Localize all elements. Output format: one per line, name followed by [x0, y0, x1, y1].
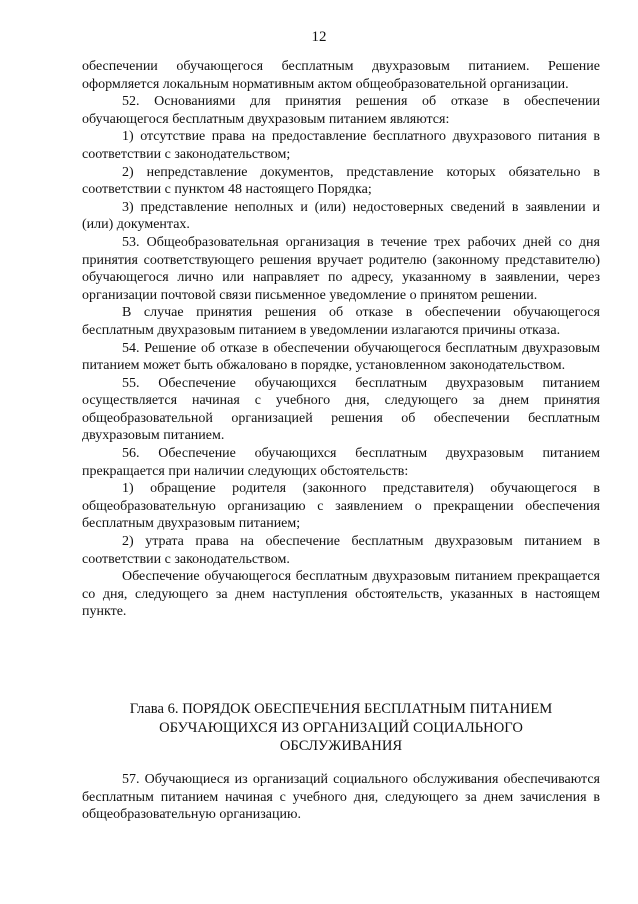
paragraph-56-termination: Обеспечение обучающегося бесплатным двухразовым питанием прекращается со дня, следующего за днем наступления обстоятельств, указанных в настоящем пункте. [82, 569, 600, 620]
paragraph-56: 56. Обеспечение обучающихся бесплатным двухразовым питанием прекращается при наличии следующих обстоятельств: [82, 446, 600, 479]
paragraph-56-item-1: 1) обращение родителя (законного представителя) обучающегося в общеобразовательную организацию с заявлением о прекращении обеспечения бесплатным двухразовым питанием; [82, 481, 600, 532]
paragraph-continuation: обеспечении обучающегося бесплатным двухразовым питанием. Решение оформляется локальным нормативным актом общеобразовательной организации. [82, 59, 600, 92]
paragraph-52: 52. Основаниями для принятия решения об отказе в обеспечении обучающегося бесплатным двухразовым питанием являются: [82, 94, 600, 127]
paragraph-55: 55. Обеспечение обучающихся бесплатным двухразовым питанием осуществляется начиная с учебного дня, следующего за днем принятия общеобразовательной организацией решения об обеспечении бесплатным двухразовым питанием. [82, 375, 600, 444]
paragraph-53-refusal: В случае принятия решения об отказе в обеспечении обучающегося бесплатным двухразовым питанием в уведомлении излагаются причины отказа. [82, 305, 600, 338]
paragraph-52-item-3: 3) представление неполных и (или) недостоверных сведений в заявлении и (или) документах. [82, 199, 600, 233]
chapter-heading-line-1: Глава 6. ПОРЯДОК ОБЕСПЕЧЕНИЯ БЕСПЛАТНЫМ ПИТАНИЕМ [129, 701, 553, 717]
page-number: 12 [311, 29, 327, 45]
chapter-heading-line-2: ОБУЧАЮЩИХСЯ ИЗ ОРГАНИЗАЦИЙ СОЦИАЛЬНОГО [159, 719, 523, 736]
paragraph-52-item-2: 2) непредставление документов, представление которых обязательно в соответствии с пунктом 48 настоящего Порядка; [82, 164, 600, 198]
paragraph-53: 53. Общеобразовательная организация в течение трех рабочих дней со дня принятия соответствующего решения вручает родителю (законному представителю) обучающегося лично или направляет по адресу, указанному в заявлении, через организации почтовой связи письменное уведомление о принятом решении. [82, 234, 600, 303]
chapter-heading [82, 700, 600, 756]
paragraph-52-item-1: 1) отсутствие права на предоставление бесплатного двухразового питания в соответствии с законодательством; [82, 129, 600, 162]
paragraph-54: 54. Решение об отказе в обеспечении обучающегося бесплатным двухразовым питанием может быть обжаловано в порядке, установленном законодательством. [82, 340, 600, 374]
chapter-heading-line-3: ОБСЛУЖИВАНИЯ [279, 738, 403, 754]
paragraph-57: 57. Обучающиеся из организаций социального обслуживания обеспечиваются бесплатным питанием начиная с учебного дня, следующего за днем зачисления в общеобразовательную организацию. [82, 772, 600, 823]
document-body [82, 58, 600, 621]
chapter-body [82, 771, 600, 824]
paragraph-56-item-2: 2) утрата права на обеспечение бесплатным двухразовым питанием в соответствии с законодательством. [82, 534, 600, 567]
